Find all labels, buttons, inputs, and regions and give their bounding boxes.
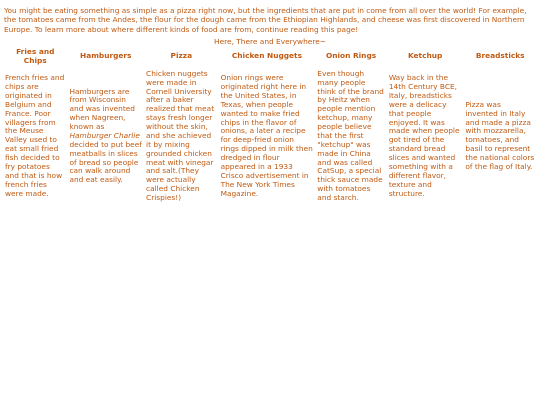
table-row: [4, 69, 536, 204]
cell-ketchup: Way back in the 14th Century BCE, Italy, breadsticks were a delicacy that people enjoyed. It was made when people got tired of the standard bread slices and wanted something with a different flavor, texture and structure.: [388, 73, 460, 198]
cell-pizza: Chicken nuggets were made in Cornell University after a baker realized that meat stays fresh longer without the skin, and she achieved it by mixing grounded chicken meat with vinegar and salt.(They were actually called Chicken Crispies!): [146, 68, 215, 202]
cell-onion-rings: Even though many people think of the brand by Heitz when people mention ketchup, many people believe that the first "ketchup" was made in China and was called CatSup, a special thick sauce made with tomatoes and starch.: [317, 68, 384, 202]
table-header-row: [4, 47, 536, 67]
header-fries-and-chips: Fries and Chips: [16, 47, 55, 65]
cell-hamburgers-text-after: decided to put beef meatballs in slices of bread so people can walk around and eat easily.: [69, 139, 142, 185]
cell-hamburgers: [68, 69, 143, 204]
cell-breadsticks: Pizza was invented in Italy and made a pizza with mozzarella, tomatoes, and basil to represent the national colors of the flag of Italy.: [465, 99, 535, 171]
header-hamburgers: Hamburgers: [80, 51, 132, 61]
header-pizza: Pizza: [170, 51, 193, 61]
intro-paragraph: You might be eating something as simple as a pizza right now, but the ingredients that are put in come from all over the world! For example, the tomatoes came from the Andes, the flour for the dough came from the Ethiopian Highlands, and cheese was first discovered in Northern Europe. To learn more about where different kinds of food are from, continue reading this page!: [4, 6, 527, 34]
cell-hamburgers-text-before: Hamburgers are from Wisconsin and was invented when Nagreen, known as: [69, 86, 135, 131]
header-breadsticks: Breadsticks: [475, 51, 525, 61]
header-onion-rings: Onion Rings: [325, 51, 377, 61]
cell-chicken-nuggets: Onion rings were originated right here in the United States, in Texas, when people wanted to make fried chips in the flavor of onions, a later a recipe for deep-fried onion rings dipped in milk then dredged in flour appeared in a 1933 Crisco advertisement in The New York Times Magazine.: [220, 73, 313, 198]
header-chicken-nuggets: Chicken Nuggets: [231, 51, 302, 61]
food-origins-table: [2, 45, 538, 206]
header-ketchup: Ketchup: [407, 51, 443, 61]
cell-fries-and-chips: French fries and chips are originated in Belgium and France. Poor villagers from the Meuse Valley used to eat small fried fish decided to fry potatoes and that is how french fries were made.: [5, 73, 65, 198]
hamburger-charlie-italic: Hamburger Charlie: [69, 130, 140, 140]
table-title: Here, There and Everywhere~: [214, 37, 326, 46]
